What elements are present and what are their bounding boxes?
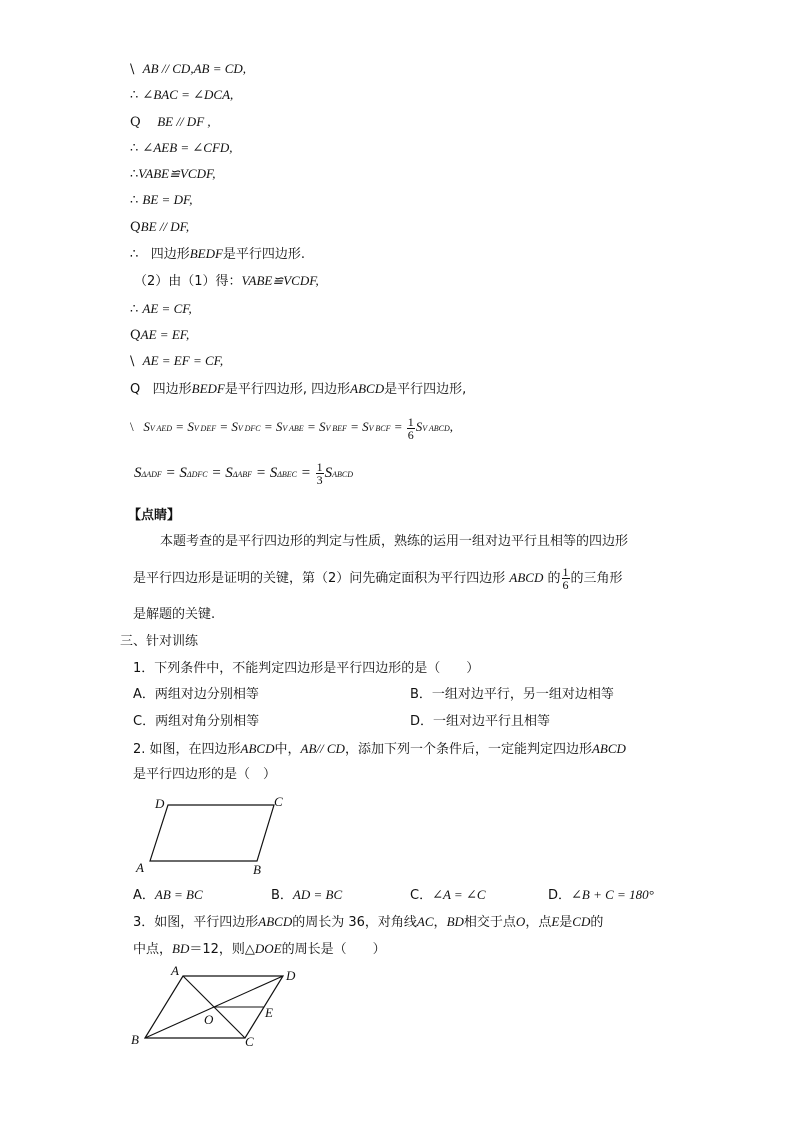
- area-symbol: S: [269, 465, 278, 481]
- comment-variable: ABCD: [509, 570, 544, 585]
- fraction-numerator: 1: [562, 565, 569, 579]
- q2-variable: ABCD: [591, 741, 626, 756]
- area-term: [362, 419, 390, 434]
- proof-line-1: [130, 60, 246, 79]
- vertex-label-c: C: [245, 1034, 254, 1049]
- proof-line-13: [130, 380, 466, 399]
- proof-text: 四边形: [152, 382, 192, 397]
- comment-heading: 【点睛】: [128, 508, 181, 523]
- proof-symbol: \: [130, 354, 135, 369]
- q2-stem-line-2: 是平行四边形的是（ ）: [133, 767, 277, 782]
- area-term: [179, 465, 207, 481]
- fraction-denominator: 3: [316, 473, 323, 488]
- proof-expression: AE = CF,: [142, 301, 192, 316]
- proof-symbol: ∴: [130, 167, 139, 182]
- vertex-label-a: A: [136, 860, 144, 875]
- fraction: [407, 416, 415, 441]
- q2-stem-line-1: [133, 740, 626, 759]
- area-equation-2: SΔADF = SΔDFC = SΔABF = SΔBEC = $\frac{1}{3}$ SABCD: [134, 460, 354, 488]
- area-subscript: ΔADF: [141, 470, 162, 479]
- proof-line-3: [130, 113, 211, 132]
- proof-text: 是平行四边形, 四边形: [224, 382, 351, 397]
- q3-text: ，点: [525, 915, 552, 930]
- fraction-numerator: 1: [407, 414, 414, 429]
- area-term: [187, 419, 216, 434]
- area-term: [319, 419, 347, 434]
- area-term: [225, 465, 252, 481]
- q3-parallelogram-figure: [125, 962, 310, 1057]
- area-subscript: V DFC: [237, 424, 261, 433]
- area-symbol: S: [324, 465, 333, 481]
- area-symbol: S: [134, 465, 142, 481]
- proof-expression: AB // CD,AB = CD,: [142, 61, 247, 76]
- proof-expression: ∠AEB = ∠CFD,: [142, 140, 233, 155]
- q3-text: 3．如图，平行四边形: [133, 915, 259, 930]
- q3-text: 中点，: [133, 942, 173, 957]
- q2-option-d: [548, 886, 654, 905]
- area-symbol: S: [143, 419, 150, 434]
- proof-expression: VABE≌VCDF,: [241, 273, 319, 288]
- q3-variable: DOE: [254, 941, 282, 956]
- proof-symbol: Q: [130, 220, 141, 235]
- point-label-e: E: [265, 1005, 273, 1020]
- proof-symbol: \: [130, 419, 134, 434]
- q3-variable: BD: [446, 914, 464, 929]
- proof-expression: BE // DF ,: [157, 114, 211, 129]
- q1-option-d: D．一组对边平行且相等: [410, 714, 551, 729]
- area-subscript: ABCD: [332, 470, 354, 479]
- proof-variable: BEDF: [191, 381, 225, 396]
- q3-text: 的: [590, 915, 604, 930]
- comment-paragraph-2: [133, 560, 623, 597]
- option-letter: D．: [548, 888, 572, 903]
- proof-symbol: Q: [130, 328, 141, 343]
- option-letter: A．: [133, 888, 155, 903]
- proof-line-10: [130, 300, 192, 319]
- proof-symbol: Q: [130, 382, 141, 397]
- proof-expression: BE // DF,: [140, 219, 190, 234]
- q1-option-a: A．两组对边分别相等: [133, 687, 259, 702]
- area-term: [231, 419, 260, 434]
- area-symbol: S: [187, 419, 194, 434]
- q3-stem-line-2: [133, 940, 386, 959]
- area-term: [270, 465, 297, 481]
- option-expression: ∠A = ∠C: [432, 887, 486, 902]
- comment-paragraph-1: 本题考查的是平行四边形的判定与性质，熟练的运用一组对边平行且相等的四边形: [160, 534, 629, 549]
- proof-line-12: [130, 352, 223, 371]
- q3-text: 是: [559, 915, 573, 930]
- q2-option-a: [133, 886, 203, 905]
- q2-option-c: [410, 886, 486, 905]
- q3-text: 相交于点: [463, 915, 516, 930]
- q3-variable: BD: [172, 941, 190, 956]
- q2-text: 中，: [274, 742, 301, 757]
- fraction: [562, 566, 570, 591]
- comment-text: 的: [547, 571, 561, 586]
- area-term: [276, 419, 304, 434]
- punctuation: ,: [449, 419, 454, 434]
- fraction: [316, 461, 324, 486]
- q3-stem-line-1: [133, 913, 603, 932]
- option-expression: AD = BC: [292, 887, 343, 902]
- q3-variable: ABCD: [258, 914, 293, 929]
- proof-expression: AE = EF,: [140, 327, 190, 342]
- proof-line-8: [130, 245, 305, 264]
- comment-text: 的三角形: [570, 571, 623, 586]
- vertex-label-d: D: [286, 968, 296, 983]
- proof-text: 是平行四边形.: [222, 247, 306, 262]
- proof-line-11: [130, 326, 189, 345]
- vertex-label-a: A: [171, 963, 179, 978]
- proof-expression: BE = DF,: [142, 192, 193, 207]
- option-expression: ∠B + C = 180°: [571, 887, 654, 902]
- fraction-numerator: 1: [316, 460, 323, 475]
- q3-text: ＝12，则△: [189, 942, 255, 957]
- area-symbol: S: [362, 419, 369, 434]
- area-symbol: S: [179, 465, 187, 481]
- proof-variable: BEDF: [189, 246, 223, 261]
- q1-stem: 1．下列条件中，不能判定四边形是平行四边形的是（ ）: [133, 661, 480, 676]
- proof-line-6: [130, 191, 192, 210]
- proof-text: 四边形: [150, 247, 190, 262]
- parallelogram-shape: [150, 805, 274, 861]
- comment-paragraph-3: 是解题的关键.: [133, 607, 216, 622]
- q3-variable: CD: [572, 914, 591, 929]
- proof-line-4: [130, 139, 233, 158]
- vertex-label-b: B: [253, 862, 261, 877]
- area-term: [416, 419, 450, 434]
- proof-symbol: Q: [130, 115, 141, 130]
- proof-expression: ∠BAC = ∠DCA,: [142, 87, 234, 102]
- q2-text: 2. 如图，在四边形: [133, 742, 241, 757]
- area-subscript: ΔBEC: [277, 470, 297, 479]
- q2-variable: AB// CD: [300, 741, 345, 756]
- area-subscript: ΔABF: [232, 470, 253, 479]
- area-term: [134, 465, 162, 481]
- area-term: [325, 465, 353, 481]
- option-expression: AB = BC: [154, 887, 203, 902]
- q2-parallelogram-figure: [130, 792, 300, 882]
- q3-text: 的周长是（ ）: [281, 942, 386, 957]
- q2-text: ，添加下列一个条件后，一定能判定四边形: [344, 742, 592, 757]
- q3-variable: AC: [416, 914, 434, 929]
- proof-symbol: ∴: [130, 88, 139, 103]
- area-subscript: V BCF: [368, 424, 391, 433]
- area-term: [143, 419, 172, 434]
- proof-symbol: \: [130, 62, 135, 77]
- proof-text: （2）由（1）得：: [134, 274, 242, 289]
- proof-line-2: [130, 86, 233, 105]
- q1-option-b: B．一组对边平行，另一组对边相等: [410, 687, 614, 702]
- area-subscript: V AED: [149, 424, 173, 433]
- area-subscript: V BEF: [325, 424, 347, 433]
- vertex-label-c: C: [274, 794, 283, 809]
- q1-option-c: C．两组对角分别相等: [133, 714, 260, 729]
- proof-variable: ABCD: [350, 381, 385, 396]
- area-subscript: V ABCD: [422, 424, 450, 433]
- vertex-label-d: D: [155, 796, 165, 811]
- comment-text: 是平行四边形是证明的关键，第（2）问先确定面积为平行四边形: [133, 571, 506, 586]
- fraction-denominator: 6: [562, 578, 569, 592]
- q2-option-b: [271, 886, 342, 905]
- vertex-label-b: B: [131, 1032, 139, 1047]
- area-symbol: S: [225, 465, 233, 481]
- fraction-denominator: 6: [407, 427, 414, 442]
- q3-text: ，: [433, 915, 447, 930]
- q3-text: 的周长为 36，对角线: [292, 915, 417, 930]
- area-subscript: ΔDFC: [186, 470, 208, 479]
- proof-line-5: [130, 165, 216, 184]
- proof-line-9: [134, 272, 319, 291]
- proof-expression: VABE≌VCDF,: [138, 166, 216, 181]
- q2-variable: ABCD: [240, 741, 275, 756]
- area-symbol: S: [318, 419, 326, 434]
- area-subscript: V ABE: [282, 424, 304, 433]
- option-letter: B．: [271, 888, 293, 903]
- area-symbol: S: [415, 419, 423, 434]
- proof-line-7: [130, 218, 189, 237]
- option-letter: C．: [410, 888, 433, 903]
- q3-variable: E: [551, 914, 560, 929]
- q3-variable: O: [515, 914, 526, 929]
- proof-symbol: ∴: [130, 247, 139, 262]
- proof-symbol: ∴: [130, 141, 139, 156]
- proof-symbol: ∴: [130, 193, 139, 208]
- section-title: 三、针对训练: [120, 634, 199, 649]
- point-label-o: O: [204, 1012, 214, 1027]
- proof-expression: AE = EF = CF,: [142, 353, 224, 368]
- area-equation-1: \ SV AED = SV DEF = SV DFC = SV ABE = SV BEF = SV BCF = $\frac{1}{6}$ SV ABCD,: [130, 414, 454, 442]
- area-symbol: S: [231, 419, 238, 434]
- area-subscript: V DEF: [193, 424, 217, 433]
- proof-symbol: ∴: [130, 302, 139, 317]
- area-symbol: S: [275, 419, 283, 434]
- proof-text: 是平行四边形,: [384, 382, 467, 397]
